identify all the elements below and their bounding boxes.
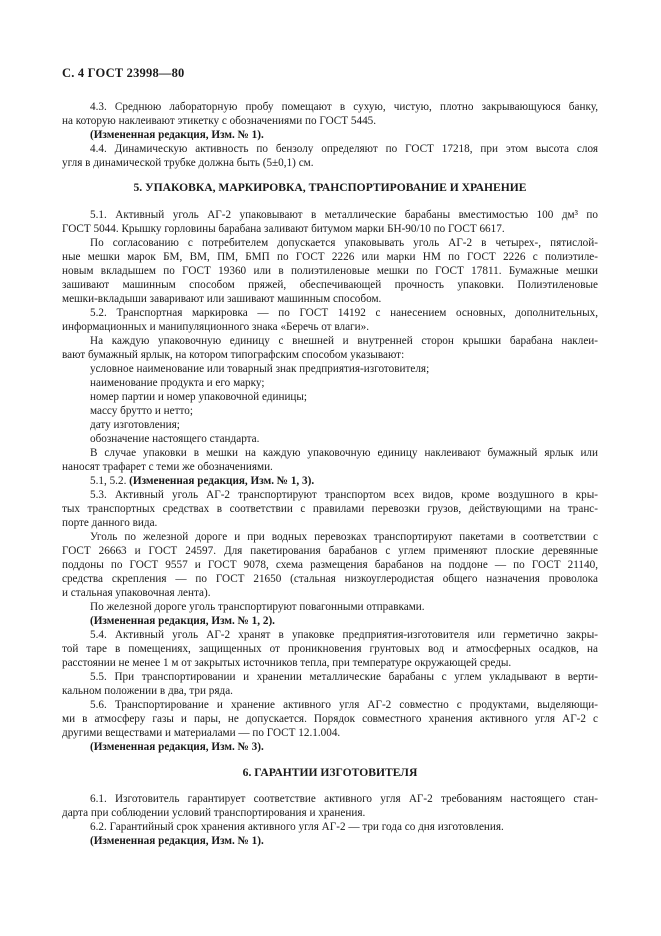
text-line: средства скрепления — по ГОСТ 21650 (стальная низкоуглеродистая общего назначения проволока <box>62 573 598 585</box>
text-line: кальном положении в два, три ряда. <box>62 685 233 697</box>
text-line: 5.3. Активный уголь АГ-2 транспортируют транспортом всех видов, кроме воздушного в кры- <box>90 489 598 501</box>
text-line: поддоны по ГОСТ 9557 и ГОСТ 9078, схема размещения барабанов на поддоне — по ГОСТ 21140, <box>62 559 598 571</box>
clause-refs: 5.1, 5.2. <box>90 475 130 487</box>
list-item: дату изготовления; <box>90 419 180 431</box>
text-line: 5.2. Транспортная маркировка — по ГОСТ 14192 с нанесением основных, дополнительных, <box>90 307 598 319</box>
amendment-note <box>90 474 598 488</box>
text-line: другими веществами и материалами — по ГОСТ 12.1.004. <box>62 727 341 739</box>
text-line: тых транспортных средствах в соответствии с правилами перевозки грузов, действующими на транс- <box>62 503 598 515</box>
section-title: 5. УПАКОВКА, МАРКИРОВКА, ТРАНСПОРТИРОВАНИЕ И ХРАНЕНИЕ <box>133 181 527 194</box>
text-line: на которую наклеивают этикетку с обозначениями по ГОСТ 5445. <box>62 115 377 127</box>
text-line: той таре в помещениях, защищенных от проникновения грунтовых вод и атмосферных осадков, на <box>62 643 598 655</box>
list-item: наименование продукта и его марку; <box>90 377 265 389</box>
text-line: По согласованию с потребителем допускается упаковывать уголь АГ-2 в четырех-, пятислой- <box>90 237 598 249</box>
text-line: порте данного вида. <box>62 517 158 529</box>
text-line: 5.4. Активный уголь АГ-2 хранят в упаковке предприятия-изготовителя или герметично закры- <box>90 629 598 641</box>
text-line: дарта при соблюдении условий транспортирования и хранения. <box>62 807 366 819</box>
text-line: новым вкладышем по ГОСТ 19360 или в полиэтиленовые мешки по ГОСТ 17811. Бумажные мешки <box>62 265 598 277</box>
amendment-note: (Измененная редакция, Изм. № 1, 2). <box>90 615 275 627</box>
text-line: 5.6. Транспортирование и хранение активного угля АГ-2 совместно с продуктами, выделяющи- <box>90 699 598 711</box>
text-line: зашивают машинным способом пряжей, обеспечивающей прочность упаковки. Полиэтиленовые <box>62 279 598 291</box>
text-line: расстоянии не менее 1 м от закрытых источников тепла, при температуре окружающей среды. <box>62 657 512 669</box>
amendment-note: (Измененная редакция, Изм. № 1). <box>90 129 264 141</box>
text-line: Уголь по железной дороге и при водных перевозках транспортируют пакетами в соответствии с <box>90 531 598 543</box>
text-line: По железной дороге уголь транспортируют повагонными отправками. <box>90 601 425 613</box>
text-line: ГОСТ 5044. Крышку горловины барабана заливают битумом марки БН-90/10 по ГОСТ 6617. <box>62 223 505 235</box>
amendment-note: (Измененная редакция, Изм. № 1). <box>90 835 264 847</box>
text-line: ГОСТ 26663 и ГОСТ 24597. Для пакетирования барабанов с углем применяют плоские деревянные <box>62 545 598 557</box>
text-line: ные мешки марок БМ, ВМ, ПМ, БМП по ГОСТ 2226 или марки НМ по ГОСТ 2226 с полиэтиле- <box>62 251 598 263</box>
list-item: номер партии и номер упаковочной единицы; <box>90 391 308 403</box>
text-line: мешки-вкладыши заваривают или зашивают машинным способом. <box>62 293 382 305</box>
text-line: и стальная упаковочная лента). <box>62 587 211 599</box>
list-item: условное наименование или товарный знак предприятия-изготовителя; <box>90 363 430 375</box>
text-line: 5.1. Активный уголь АГ-2 упаковывают в металлические барабаны вместимостью 100 дм³ по <box>90 209 598 221</box>
text-line: 4.3. Среднюю лабораторную пробу помещают в сухую, чистую, плотно закрывающуюся банку, <box>90 101 598 113</box>
text-line: 5.5. При транспортировании и хранении металлические барабаны с углем укладывают в верти- <box>90 671 598 683</box>
amendment-note: (Измененная редакция, Изм. № 3). <box>90 741 264 753</box>
list-item: обозначение настоящего стандарта. <box>90 433 260 445</box>
text-line: 6.2. Гарантийный срок хранения активного угля АГ-2 — три года со дня изготовления. <box>90 821 504 833</box>
section-title: 6. ГАРАНТИИ ИЗГОТОВИТЕЛЯ <box>242 766 418 779</box>
text-line: информационных и манипуляционного знака «Беречь от влаги». <box>62 321 370 333</box>
text-line: В случае упаковки в мешки на каждую упаковочную единицу наклеивают бумажный ярлык или <box>90 447 598 459</box>
text-line: наносят трафарет с теми же обозначениями. <box>62 461 273 473</box>
text-line: угля в динамической трубке должна быть (5±0,1) см. <box>62 157 314 169</box>
text-line: На каждую упаковочную единицу с внешней и внутренней сторон крышки барабана наклеи- <box>90 335 598 347</box>
text-line: 6.1. Изготовитель гарантирует соответствие активного угля АГ-2 требованиям настоящего стан- <box>90 793 598 805</box>
amendment-label: (Измененная редакция, Изм. № 1, 3). <box>129 475 315 487</box>
page-header: С. 4 ГОСТ 23998—80 <box>62 66 185 80</box>
text-line: ми в атмосферу газы и пары, не допускается. Порядок совместного хранения активного угля АГ-2 с <box>62 713 598 725</box>
list-item: массу брутто и нетто; <box>90 405 193 417</box>
text-line: 4.4. Динамическую активность по бензолу определяют по ГОСТ 17218, при этом высота слоя <box>90 143 598 155</box>
text-line: вают бумажный ярлык, на котором типографским способом указывают: <box>62 349 405 361</box>
